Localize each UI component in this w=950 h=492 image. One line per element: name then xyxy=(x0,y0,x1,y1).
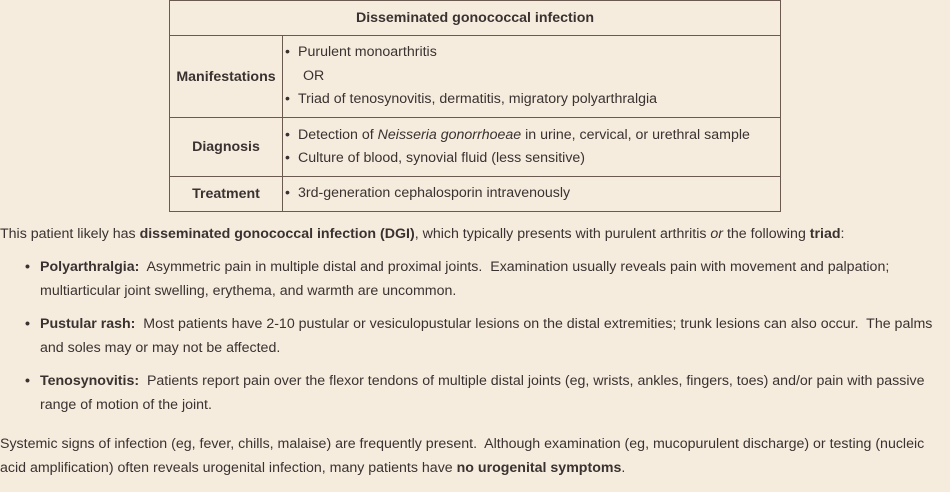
row-header-diagnosis: Diagnosis xyxy=(170,118,283,177)
diagnosis-content xyxy=(283,118,781,177)
list-item-term: Pustular rash: xyxy=(40,316,136,332)
row-header-manifestations: Manifestations xyxy=(170,36,283,118)
text-segment: in urine, cervical, or urethral sample xyxy=(521,126,750,143)
text-segment: , which typically presents with purulent arthritis xyxy=(414,226,711,242)
row-header-treatment: Treatment xyxy=(170,177,283,212)
list-item-text: Patients report pain over the flexor tendons of multiple distal joints (eg, wrists, ankles, fingers, toes) and/or pain with passive range of motion of the joint. xyxy=(40,373,929,413)
summary-table xyxy=(169,0,781,212)
list-item: • Triad of tenosynovitis, dermatitis, migratory polyarthralgia xyxy=(283,88,780,112)
list-item xyxy=(0,255,935,303)
diagnosis-term: disseminated gonococcal infection (DGI) xyxy=(139,226,415,242)
text-segment: Detection of xyxy=(298,126,378,143)
manifestations-content xyxy=(283,36,781,118)
key-finding: no urogenital symptoms xyxy=(456,460,622,476)
list-item-text: Most patients have 2-10 pustular or vesiculopustular lesions on the distal extremities; trunk lesions can also occur. The palms and soles may or may not be affected. xyxy=(40,316,937,356)
text-segment: Systemic signs of infection (eg, fever, chills, malaise) are frequently present. Although examination (eg, mucopurulent discharge) or testing (nucleic acid amplification) often reveals urogenital infection, many patients have xyxy=(0,436,929,476)
list-item xyxy=(283,124,780,148)
table-row-treatment xyxy=(170,177,781,212)
triad-term: triad xyxy=(809,226,841,242)
list-item xyxy=(0,369,935,417)
text-segment: . xyxy=(621,460,626,476)
list-item-term: Polyarthralgia: xyxy=(40,259,140,275)
organism-name: Neisseria gonorrhoeae xyxy=(377,126,522,143)
list-item: • Purulent monoarthritis xyxy=(283,41,780,65)
treatment-content xyxy=(283,177,781,212)
table-title: Disseminated gonococcal infection xyxy=(170,1,781,36)
intro-paragraph xyxy=(0,222,945,246)
table-row-manifestations xyxy=(170,36,781,118)
list-item-term: Tenosynovitis: xyxy=(40,373,140,389)
triad-list xyxy=(0,255,935,426)
text-segment: This patient likely has xyxy=(0,226,140,242)
list-item xyxy=(0,312,935,360)
text-segment: : xyxy=(840,226,845,242)
list-item: • 3rd-generation cephalosporin intravenously xyxy=(283,182,780,206)
list-item-text: Asymmetric pain in multiple distal and proximal joints. Examination usually reveals pain with movement and palpation; multiarticular joint swelling, erythema, and warmth are uncommon. xyxy=(40,259,894,299)
list-item: • Culture of blood, synovial fluid (less sensitive) xyxy=(283,147,780,171)
text-segment: the following xyxy=(723,226,810,242)
or-separator: OR xyxy=(303,67,325,84)
closing-paragraph xyxy=(0,432,945,480)
emphasis: or xyxy=(710,226,724,242)
table-row-diagnosis xyxy=(170,118,781,177)
